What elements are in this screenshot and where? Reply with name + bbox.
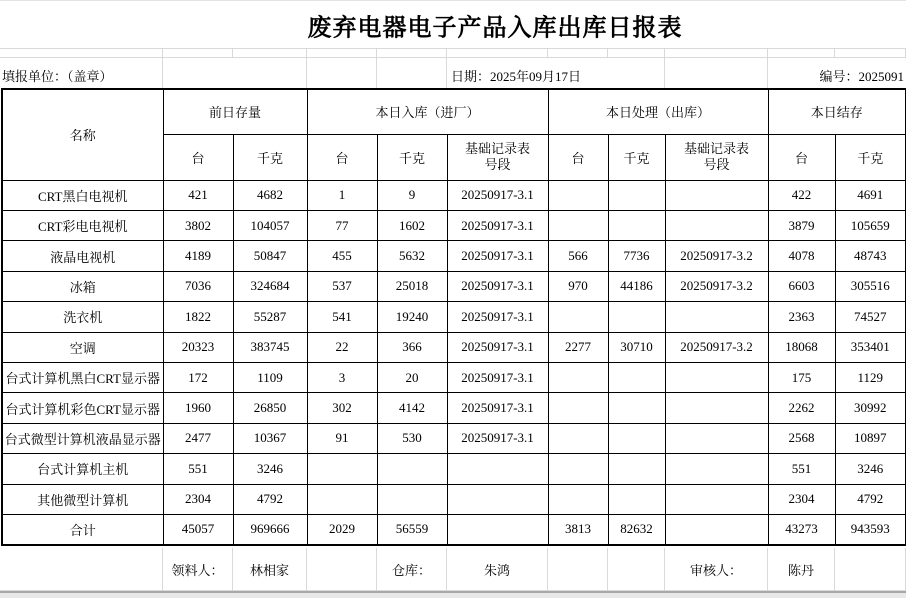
- value-cell[interactable]: 43273: [768, 514, 835, 545]
- value-cell[interactable]: [548, 393, 608, 423]
- empty-grid-cell: [768, 49, 835, 57]
- value-cell[interactable]: 104057: [233, 210, 307, 240]
- value-cell[interactable]: 324684: [233, 271, 307, 301]
- value-cell[interactable]: [665, 454, 768, 484]
- report-table: [1, 88, 906, 546]
- value-cell[interactable]: 2304: [768, 484, 835, 514]
- value-cell[interactable]: 566: [548, 241, 608, 271]
- value-cell[interactable]: 1602: [377, 210, 447, 240]
- header-record-sheet-no[interactable]: 基础记录表号段: [665, 134, 768, 180]
- value-cell[interactable]: 30710: [608, 332, 665, 362]
- value-cell[interactable]: 91: [307, 423, 377, 453]
- value-cell[interactable]: [377, 454, 447, 484]
- empty-cell: [665, 58, 768, 88]
- row-name-cell[interactable]: CRT黑白电视机: [2, 180, 163, 210]
- value-cell[interactable]: 2304: [163, 484, 233, 514]
- value-cell[interactable]: 20250917-3.1: [447, 332, 548, 362]
- value-cell[interactable]: 4142: [377, 393, 447, 423]
- table-row: [2, 423, 906, 453]
- value-cell[interactable]: 74527: [835, 302, 906, 332]
- value-cell[interactable]: 4078: [768, 241, 835, 271]
- warehouse-label[interactable]: 仓库：: [377, 548, 447, 590]
- row-name-cell[interactable]: 其他微型计算机: [2, 484, 163, 514]
- value-cell[interactable]: [447, 514, 548, 545]
- table-row: [2, 454, 906, 484]
- value-cell[interactable]: 172: [163, 362, 233, 392]
- row-name-cell[interactable]: 空调: [2, 332, 163, 362]
- value-cell[interactable]: 1109: [233, 362, 307, 392]
- value-cell[interactable]: 20250917-3.2: [665, 332, 768, 362]
- value-cell[interactable]: [548, 423, 608, 453]
- value-cell[interactable]: 45057: [163, 514, 233, 545]
- value-cell[interactable]: 25018: [377, 271, 447, 301]
- value-cell[interactable]: 55287: [233, 302, 307, 332]
- header-group-balance[interactable]: 本日结存: [768, 89, 906, 134]
- value-cell[interactable]: 4792: [835, 484, 906, 514]
- value-cell[interactable]: 2277: [548, 332, 608, 362]
- empty-grid-cell: [835, 49, 906, 57]
- value-cell[interactable]: [665, 484, 768, 514]
- table-row: [2, 271, 906, 301]
- empty-grid-cell: [2, 49, 163, 57]
- value-cell[interactable]: 305516: [835, 271, 906, 301]
- value-cell[interactable]: 383745: [233, 332, 307, 362]
- value-cell[interactable]: 551: [768, 454, 835, 484]
- value-cell[interactable]: [548, 180, 608, 210]
- empty-grid-cell: [163, 49, 233, 57]
- value-cell[interactable]: [608, 393, 665, 423]
- value-cell[interactable]: 422: [768, 180, 835, 210]
- value-cell[interactable]: 9: [377, 180, 447, 210]
- header-group-inbound[interactable]: 本日入库（进厂）: [307, 89, 548, 134]
- value-cell[interactable]: 19240: [377, 302, 447, 332]
- header-group-outbound[interactable]: 本日处理（出库）: [548, 89, 768, 134]
- empty-grid-cell: [377, 49, 447, 57]
- table-row: [2, 514, 906, 545]
- value-cell[interactable]: 22: [307, 332, 377, 362]
- header-unit-kg[interactable]: 千克: [377, 134, 447, 180]
- auditor-name[interactable]: 陈丹: [768, 548, 835, 590]
- row-name-cell[interactable]: 冰箱: [2, 271, 163, 301]
- value-cell[interactable]: 20: [377, 362, 447, 392]
- value-cell[interactable]: 20250917-3.1: [447, 393, 548, 423]
- row-name-cell[interactable]: 台式计算机主机: [2, 454, 163, 484]
- empty-grid-cell: [548, 49, 608, 57]
- value-cell[interactable]: [608, 302, 665, 332]
- value-cell[interactable]: 530: [377, 423, 447, 453]
- value-cell[interactable]: 20250917-3.1: [447, 180, 548, 210]
- value-cell[interactable]: 2568: [768, 423, 835, 453]
- header-unit-kg[interactable]: 千克: [233, 134, 307, 180]
- empty-grid-cell: [665, 49, 768, 57]
- empty-cell: [377, 58, 447, 88]
- empty-cell: [2, 548, 163, 590]
- empty-cell: [307, 58, 377, 88]
- value-cell[interactable]: [665, 514, 768, 545]
- value-cell[interactable]: 1: [307, 180, 377, 210]
- value-cell[interactable]: 6603: [768, 271, 835, 301]
- value-cell[interactable]: 175: [768, 362, 835, 392]
- value-cell[interactable]: 3: [307, 362, 377, 392]
- value-cell[interactable]: 3246: [233, 454, 307, 484]
- header-unit-kg[interactable]: 千克: [835, 134, 906, 180]
- report-serial[interactable]: 编号：2025091: [819, 69, 904, 84]
- table-row: [2, 362, 906, 392]
- table-row: [2, 241, 906, 271]
- header-name[interactable]: 名称: [2, 89, 163, 180]
- value-cell[interactable]: 7036: [163, 271, 233, 301]
- value-cell[interactable]: 969666: [233, 514, 307, 545]
- table-row: [2, 210, 906, 240]
- header-unit-tai[interactable]: 台: [163, 134, 233, 180]
- value-cell[interactable]: 970: [548, 271, 608, 301]
- value-cell[interactable]: 3879: [768, 210, 835, 240]
- value-cell[interactable]: 4691: [835, 180, 906, 210]
- value-cell[interactable]: 541: [307, 302, 377, 332]
- value-cell[interactable]: [307, 484, 377, 514]
- table-row: [2, 302, 906, 332]
- value-cell[interactable]: 20323: [163, 332, 233, 362]
- value-cell[interactable]: [548, 454, 608, 484]
- value-cell[interactable]: 18068: [768, 332, 835, 362]
- row-name-cell[interactable]: 洗衣机: [2, 302, 163, 332]
- empty-grid-cell: [447, 49, 548, 57]
- value-cell[interactable]: 2262: [768, 393, 835, 423]
- value-cell[interactable]: [608, 423, 665, 453]
- value-cell[interactable]: 4682: [233, 180, 307, 210]
- value-cell[interactable]: 7736: [608, 241, 665, 271]
- empty-cell: [548, 548, 608, 590]
- empty-cell: [608, 548, 665, 590]
- value-cell[interactable]: 551: [163, 454, 233, 484]
- row-name-cell[interactable]: 合计: [2, 514, 163, 545]
- value-cell[interactable]: 26850: [233, 393, 307, 423]
- value-cell[interactable]: 56559: [377, 514, 447, 545]
- value-cell[interactable]: [377, 484, 447, 514]
- value-cell[interactable]: [665, 423, 768, 453]
- report-date[interactable]: 日期：2025年09月17日: [447, 58, 665, 88]
- value-cell[interactable]: [608, 180, 665, 210]
- value-cell[interactable]: 353401: [835, 332, 906, 362]
- value-cell[interactable]: 20250917-3.1: [447, 210, 548, 240]
- table-row: [2, 393, 906, 423]
- value-cell[interactable]: 2029: [307, 514, 377, 545]
- window-edge-strip: [0, 591, 906, 598]
- header-unit-kg[interactable]: 千克: [608, 134, 665, 180]
- value-cell[interactable]: 2363: [768, 302, 835, 332]
- value-cell[interactable]: [665, 180, 768, 210]
- auditor-label[interactable]: 审核人：: [665, 548, 768, 590]
- value-cell[interactable]: 50847: [233, 241, 307, 271]
- warehouse-keeper-name[interactable]: 朱鸿: [447, 548, 548, 590]
- requisitioner-name[interactable]: 林相家: [233, 548, 307, 590]
- header-unit-tai[interactable]: 台: [307, 134, 377, 180]
- value-cell[interactable]: [665, 210, 768, 240]
- empty-grid-row: [0, 48, 906, 58]
- table-row: [2, 484, 906, 514]
- value-cell[interactable]: 3246: [835, 454, 906, 484]
- page-title[interactable]: 废弃电器电子产品入库出库日报表: [307, 15, 683, 41]
- value-cell[interactable]: 20250917-3.1: [447, 302, 548, 332]
- row-name-cell[interactable]: 台式计算机彩色CRT显示器: [2, 393, 163, 423]
- value-cell[interactable]: [548, 302, 608, 332]
- value-cell[interactable]: 48743: [835, 241, 906, 271]
- value-cell[interactable]: [665, 393, 768, 423]
- title-row: [0, 0, 906, 48]
- value-cell[interactable]: 537: [307, 271, 377, 301]
- value-cell[interactable]: 30992: [835, 393, 906, 423]
- value-cell[interactable]: 44186: [608, 271, 665, 301]
- value-cell[interactable]: [608, 454, 665, 484]
- header-record-sheet-no[interactable]: 基础记录表号段: [447, 134, 548, 180]
- value-cell[interactable]: [548, 210, 608, 240]
- header-unit-tai[interactable]: 台: [548, 134, 608, 180]
- header-unit-tai[interactable]: 台: [768, 134, 835, 180]
- value-cell[interactable]: 4792: [233, 484, 307, 514]
- empty-cell: [835, 548, 906, 590]
- signature-row: [0, 548, 906, 591]
- row-name-cell[interactable]: 液晶电视机: [2, 241, 163, 271]
- empty-cell: [307, 548, 377, 590]
- table-row: [2, 332, 906, 362]
- value-cell[interactable]: 1822: [163, 302, 233, 332]
- value-cell[interactable]: [608, 484, 665, 514]
- header-group-prev-stock[interactable]: 前日存量: [163, 89, 307, 134]
- value-cell[interactable]: 20250917-3.1: [447, 362, 548, 392]
- value-cell[interactable]: 20250917-3.1: [447, 423, 548, 453]
- value-cell[interactable]: 20250917-3.1: [447, 241, 548, 271]
- value-cell[interactable]: 20250917-3.2: [665, 241, 768, 271]
- row-name-cell[interactable]: 台式计算机黑白CRT显示器: [2, 362, 163, 392]
- value-cell[interactable]: [447, 484, 548, 514]
- value-cell[interactable]: 10367: [233, 423, 307, 453]
- value-cell[interactable]: 4189: [163, 241, 233, 271]
- value-cell[interactable]: 82632: [608, 514, 665, 545]
- value-cell[interactable]: 1129: [835, 362, 906, 392]
- value-cell[interactable]: 421: [163, 180, 233, 210]
- value-cell[interactable]: [548, 484, 608, 514]
- value-cell[interactable]: [608, 210, 665, 240]
- value-cell[interactable]: 77: [307, 210, 377, 240]
- row-name-cell[interactable]: CRT彩电电视机: [2, 210, 163, 240]
- value-cell[interactable]: 943593: [835, 514, 906, 545]
- value-cell[interactable]: 20250917-3.2: [665, 271, 768, 301]
- value-cell[interactable]: 3802: [163, 210, 233, 240]
- value-cell[interactable]: [447, 454, 548, 484]
- value-cell[interactable]: 1960: [163, 393, 233, 423]
- empty-cell: [163, 58, 307, 88]
- empty-grid-cell: [608, 49, 665, 57]
- empty-grid-cell: [233, 49, 307, 57]
- value-cell[interactable]: [608, 362, 665, 392]
- table-wrap: [0, 88, 906, 548]
- value-cell[interactable]: 455: [307, 241, 377, 271]
- value-cell[interactable]: 3813: [548, 514, 608, 545]
- value-cell[interactable]: [548, 362, 608, 392]
- requisitioner-label[interactable]: 领料人：: [163, 548, 233, 590]
- value-cell[interactable]: 10897: [835, 423, 906, 453]
- value-cell[interactable]: [665, 362, 768, 392]
- value-cell[interactable]: 5632: [377, 241, 447, 271]
- report-unit-label[interactable]: 填报单位：（盖章）: [2, 58, 163, 88]
- value-cell[interactable]: 2477: [163, 423, 233, 453]
- table-row: [2, 180, 906, 210]
- info-bar: [0, 58, 906, 88]
- value-cell[interactable]: 366: [377, 332, 447, 362]
- value-cell[interactable]: [307, 454, 377, 484]
- row-name-cell[interactable]: 台式微型计算机液晶显示器: [2, 423, 163, 453]
- value-cell[interactable]: 105659: [835, 210, 906, 240]
- value-cell[interactable]: 302: [307, 393, 377, 423]
- value-cell[interactable]: [665, 302, 768, 332]
- value-cell[interactable]: 20250917-3.1: [447, 271, 548, 301]
- empty-grid-cell: [307, 49, 377, 57]
